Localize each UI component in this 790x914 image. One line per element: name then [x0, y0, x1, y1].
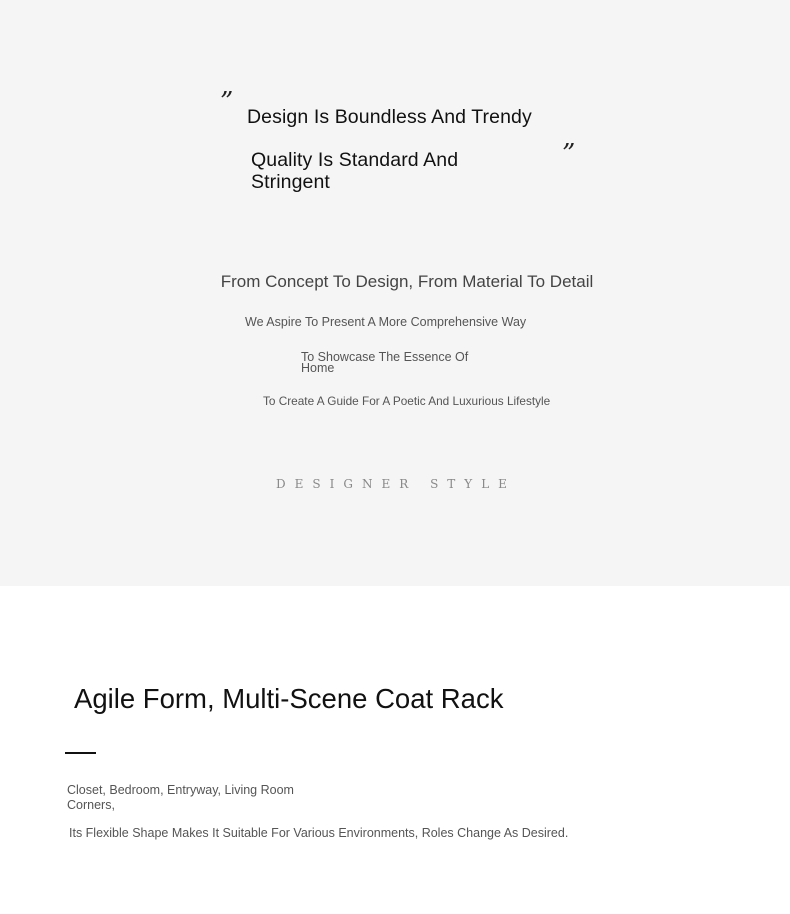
concept-heading: From Concept To Design, From Material To Detail: [220, 272, 594, 291]
open-quote-mark: ”: [220, 87, 234, 117]
designer-style-tagline: DESIGNER STYLE: [276, 477, 516, 491]
close-quote-mark: ”: [562, 139, 576, 169]
scenes-text: Closet, Bedroom, Entryway, Living Room Corners,: [67, 783, 294, 812]
headline-design: Design Is Boundless And Trendy: [247, 106, 532, 128]
showcase-text: To Showcase The Essence Of Home: [301, 350, 469, 375]
section-title: Agile Form, Multi-Scene Coat Rack: [74, 683, 504, 714]
flexible-shape-text: Its Flexible Shape Makes It Suitable For Various Environments, Roles Change As Desired.: [69, 826, 569, 840]
lifestyle-text: To Create A Guide For A Poetic And Luxurious Lifestyle: [263, 394, 551, 408]
aspire-text: We Aspire To Present A More Comprehensive Way: [245, 315, 527, 329]
headline-quality: Quality Is Standard And Stringent: [251, 149, 459, 193]
title-underline: [65, 752, 96, 754]
